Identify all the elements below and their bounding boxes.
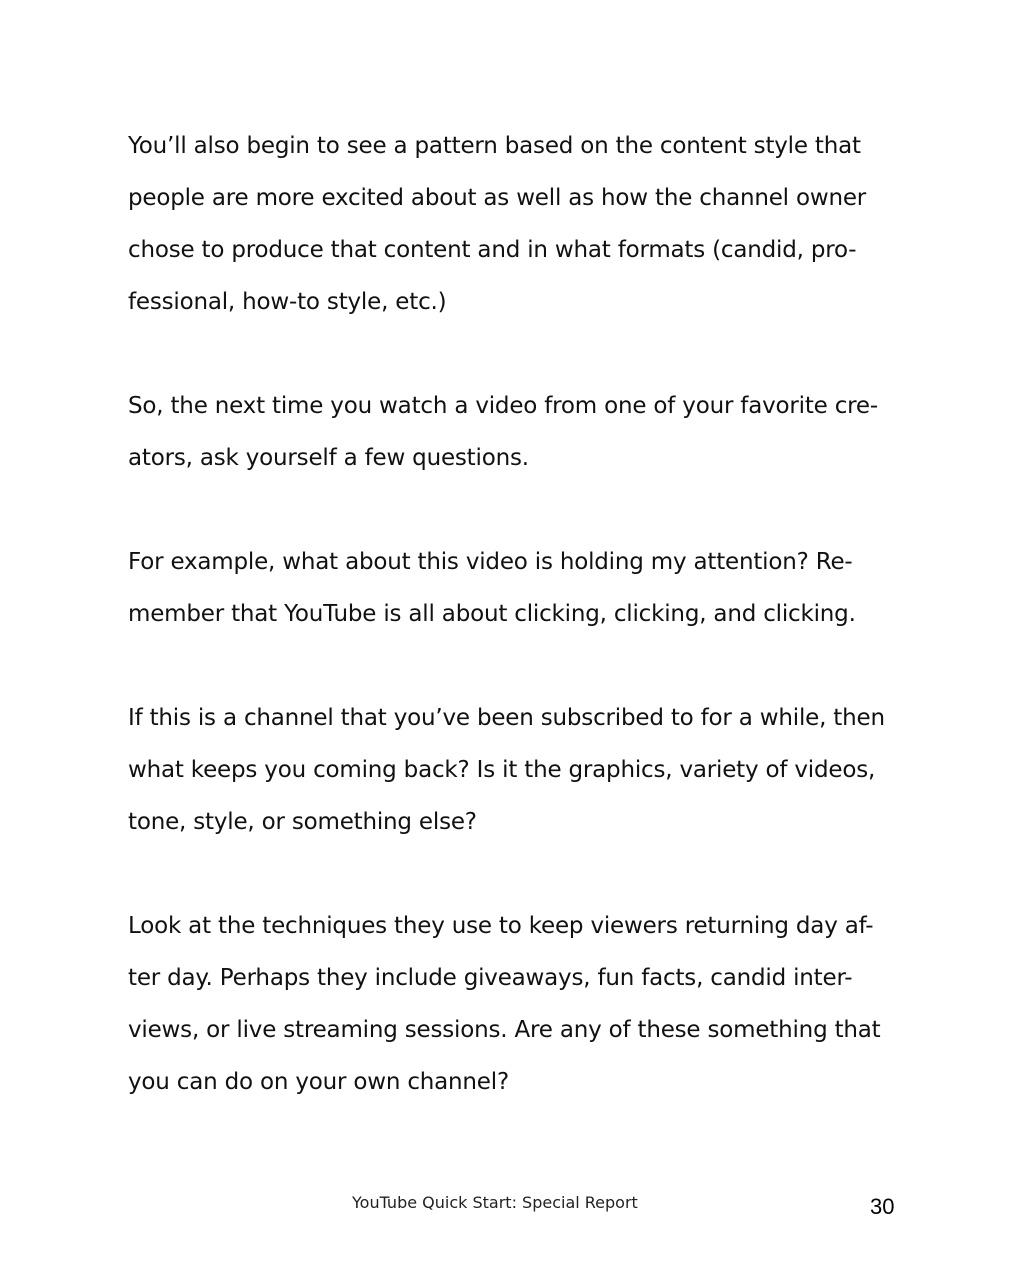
paragraph-spacer — [128, 332, 908, 384]
text-line: fessional, how-to style, etc.) — [128, 289, 447, 315]
paragraph-subscribed — [128, 696, 908, 852]
text-line: ators, ask yourself a few questions. — [128, 445, 529, 471]
page-number: 30 — [870, 1194, 895, 1219]
text-line: If this is a channel that you’ve been subscribed to for a while, then — [128, 705, 885, 731]
text-line: You’ll also begin to see a pattern based on the content style that — [128, 133, 861, 159]
text-line: member that YouTube is all about clicking, clicking, and clicking. — [128, 601, 856, 627]
text-line: people are more excited about as well as how the channel owner — [128, 185, 867, 211]
paragraph-spacer — [128, 852, 908, 904]
text-line: tone, style, or something else? — [128, 809, 477, 835]
text-line: you can do on your own channel? — [128, 1069, 509, 1095]
text-line: Look at the techniques they use to keep viewers returning day af- — [128, 913, 874, 939]
text-line: views, or live streaming sessions. Are any of these something that — [128, 1017, 881, 1043]
paragraph-pattern — [128, 124, 908, 332]
paragraph-techniques — [128, 904, 908, 1112]
text-line: For example, what about this video is holding my attention? Re- — [128, 549, 853, 575]
footer-title: YouTube Quick Start: Special Report — [352, 1193, 638, 1212]
page-body — [128, 124, 908, 1112]
text-line: chose to produce that content and in what formats (candid, pro- — [128, 237, 857, 263]
text-line: ter day. Perhaps they include giveaways, fun facts, candid inter- — [128, 965, 853, 991]
paragraph-spacer — [128, 644, 908, 696]
text-line: what keeps you coming back? Is it the graphics, variety of videos, — [128, 757, 876, 783]
text-line: So, the next time you watch a video from one of your favorite cre- — [128, 393, 878, 419]
paragraph-next-time — [128, 384, 908, 488]
paragraph-spacer — [128, 488, 908, 540]
paragraph-for-example — [128, 540, 908, 644]
